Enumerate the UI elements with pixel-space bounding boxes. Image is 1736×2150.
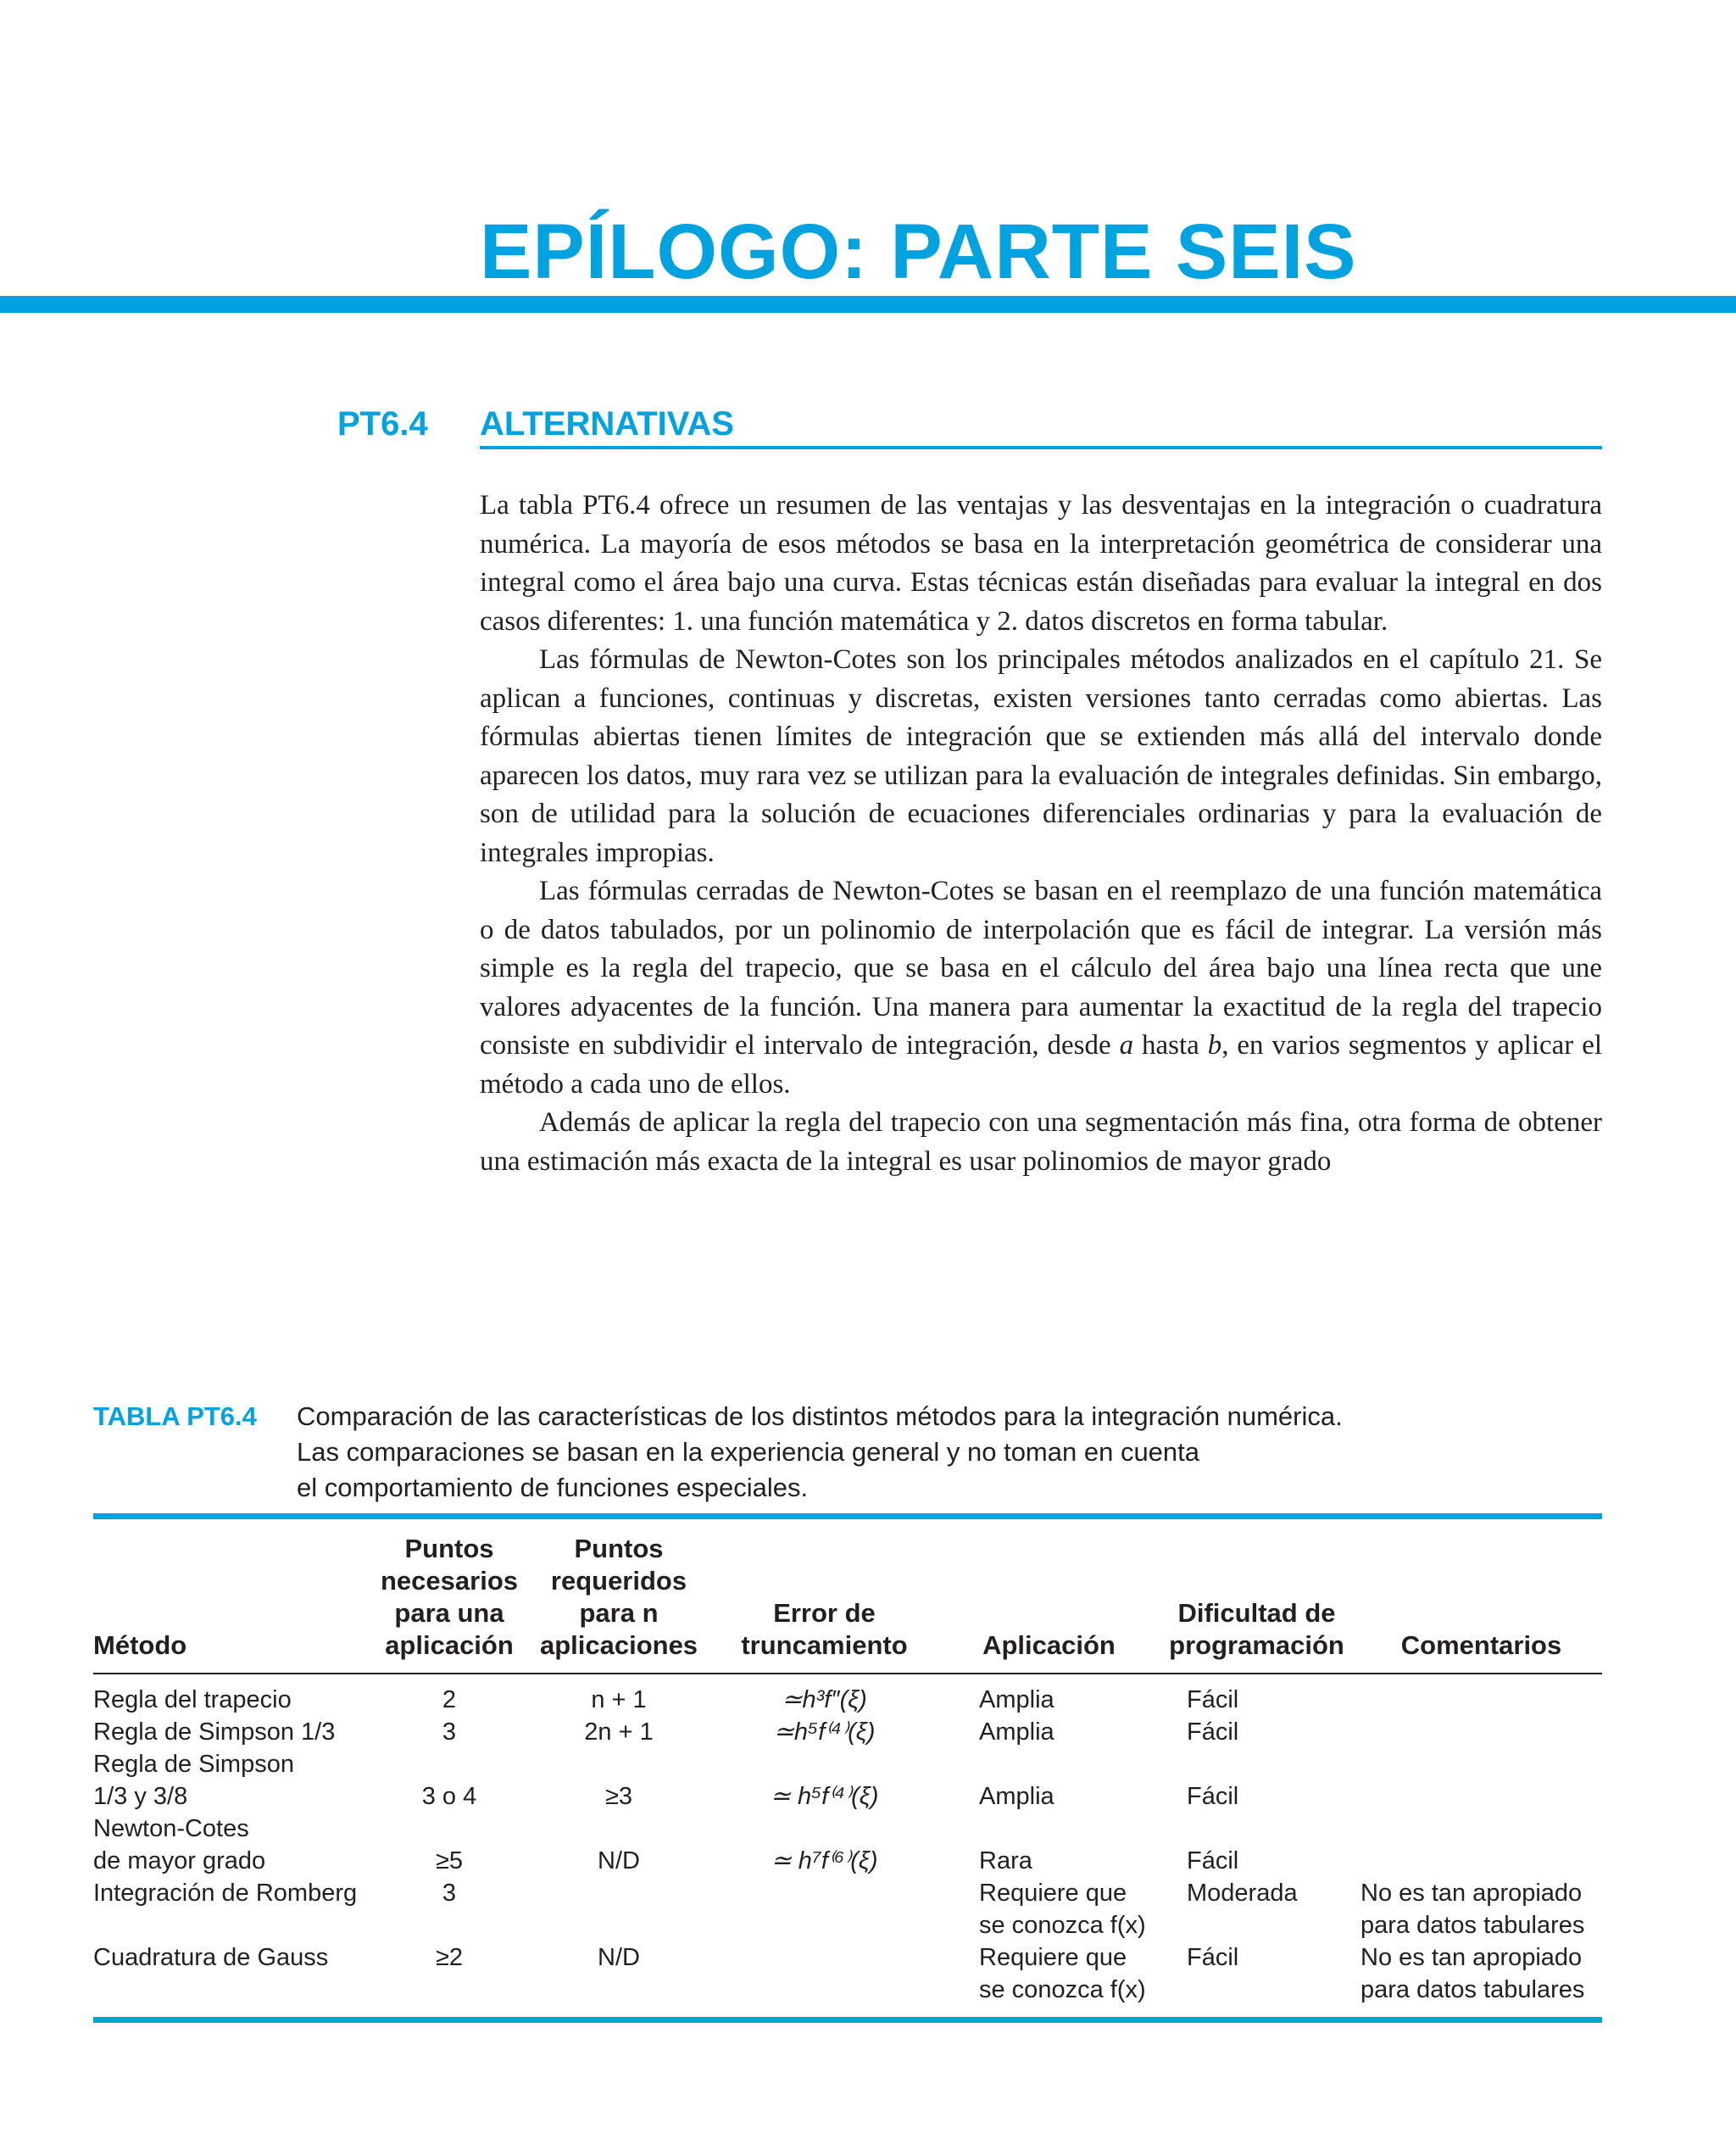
- cell-line: Amplia: [979, 1783, 1054, 1810]
- cell-value: Fácil: [1187, 1847, 1239, 1874]
- table-caption: [297, 1399, 1568, 1506]
- cell-line: para datos tabulares: [1360, 1912, 1585, 1939]
- cell-error: [704, 1716, 945, 1748]
- header-line: aplicación: [385, 1630, 514, 1660]
- cell-line: para datos tabulares: [1360, 1976, 1585, 2003]
- cell-value: N/D: [598, 1944, 640, 1971]
- cell-method: [93, 1813, 364, 1877]
- cell-application: [945, 1941, 1153, 2006]
- cell-points-one: [364, 1716, 534, 1748]
- table-row: [93, 1670, 1602, 1716]
- cell-comments: [1360, 1941, 1602, 2006]
- cell-application: [945, 1813, 1153, 1877]
- cell-difficulty: [1153, 1716, 1360, 1748]
- body-text: [480, 487, 1602, 1181]
- header-line: Método: [93, 1630, 187, 1660]
- cell-value: Fácil: [1187, 1944, 1239, 1971]
- cell-line: Regla de Simpson: [93, 1751, 294, 1778]
- table-bottom-rule: [93, 2017, 1602, 2023]
- paragraph: [480, 872, 1602, 1104]
- table-row: [93, 1813, 1602, 1877]
- cell-value: ≃ h⁵f⁽⁴⁾(ξ): [770, 1783, 879, 1810]
- cell-line: Cuadratura de Gauss: [93, 1944, 329, 1971]
- cell-value: ≥3: [604, 1783, 633, 1810]
- cell-value: ≃h⁵f⁽⁴⁾(ξ): [773, 1718, 876, 1746]
- cell-method: [93, 1670, 364, 1716]
- header-line: Puntos: [574, 1534, 664, 1563]
- cell-error: [704, 1941, 945, 2006]
- table-row: [93, 1877, 1602, 1941]
- cell-method: [93, 1716, 364, 1748]
- header-line: para n: [579, 1598, 659, 1628]
- header-line: necesarios: [381, 1566, 518, 1596]
- section-rule: [480, 446, 1602, 449]
- cell-comments: [1360, 1670, 1602, 1716]
- cell-application: [945, 1670, 1153, 1716]
- cell-error: [704, 1813, 945, 1877]
- section-number: PT6.4: [337, 405, 428, 443]
- cell-comments: [1360, 1877, 1602, 1941]
- cell-points-n: [534, 1748, 704, 1813]
- cell-line: se conozca f(x): [979, 1976, 1146, 2003]
- cell-application: [945, 1748, 1153, 1813]
- cell-points-one: [364, 1877, 534, 1941]
- table-header-row: [93, 1533, 1602, 1670]
- cell-line: 1/3 y 3/8: [93, 1783, 188, 1810]
- cell-application: [945, 1716, 1153, 1748]
- cell-points-one: [364, 1813, 534, 1877]
- paragraph-text: , en varios segmentos y aplicar el método a cada uno de ellos.: [480, 1030, 1603, 1100]
- cell-points-n: [534, 1670, 704, 1716]
- cell-value: 3: [442, 1880, 457, 1907]
- cell-line: Requiere que: [979, 1944, 1127, 1971]
- cell-error: [704, 1670, 945, 1716]
- header-points-n: [534, 1533, 704, 1670]
- cell-method: [93, 1941, 364, 2006]
- cell-comments: [1360, 1748, 1602, 1813]
- header-application: [945, 1533, 1153, 1670]
- cell-difficulty: [1153, 1941, 1360, 2006]
- cell-difficulty: [1153, 1748, 1360, 1813]
- comparison-table: [93, 1533, 1602, 2006]
- cell-line: de mayor grado: [93, 1847, 266, 1874]
- cell-line: Newton-Cotes: [93, 1815, 249, 1842]
- header-line: requeridos: [550, 1566, 687, 1596]
- cell-value: 3 o 4: [421, 1783, 477, 1810]
- header-line: truncamiento: [741, 1630, 908, 1660]
- cell-method: [93, 1748, 364, 1813]
- cell-difficulty: [1153, 1813, 1360, 1877]
- cell-value: Fácil: [1187, 1686, 1239, 1713]
- table-row: [93, 1941, 1602, 2006]
- cell-comments: [1360, 1716, 1602, 1748]
- cell-points-one: [364, 1670, 534, 1716]
- variable-b: b: [1207, 1030, 1222, 1061]
- cell-method: [93, 1877, 364, 1941]
- header-line: Aplicación: [982, 1630, 1116, 1660]
- paragraph: La tabla PT6.4 ofrece un resumen de las ventajas y las desventajas en la integración o cuadratura numérica. La mayoría de esos métodos se basa en la interpretación geométrica de considerar una integral como el área bajo una curva. Estas técnicas están diseñadas para evaluar la integral en dos casos diferentes: 1. una función matemática y 2. datos discretos en forma tabular.: [480, 490, 1602, 637]
- cell-line: Integración de Romberg: [93, 1880, 358, 1907]
- cell-line: No es tan apropiado: [1360, 1944, 1583, 1971]
- header-line: programación: [1169, 1630, 1344, 1660]
- cell-value: ≃ h⁷f⁽⁶⁾(ξ): [771, 1847, 878, 1874]
- paragraph-text: Las fórmulas cerradas de Newton-Cotes se basan en el reemplazo de una función matemática o de datos tabulados, por un polinomio de interpolación que es fácil de integrar. La versión más simple es la regla del trapecio, que se basa en el cálculo del área bajo una línea recta que une valores adyacentes de la función. Una manera para aumentar la exactitud de la regla del trapecio consiste en subdividir el intervalo de integración,: [480, 876, 1602, 1061]
- header-line: aplicaciones: [539, 1630, 698, 1660]
- header-error: [704, 1533, 945, 1670]
- header-points-one: [364, 1533, 534, 1670]
- header-line: Puntos: [404, 1534, 494, 1563]
- cell-points-n: [534, 1877, 704, 1941]
- title-rule: [0, 296, 1736, 313]
- cell-line: Amplia: [979, 1718, 1054, 1746]
- cell-value: 2: [442, 1686, 457, 1713]
- paragraph: Las fórmulas de Newton-Cotes son los principales métodos analizados en el capítulo 21. Se aplican a funciones, continuas y discretas, existen versiones tanto cerradas como abiertas. Las fórmulas abiertas tienen límites de integración que se extienden más allá del intervalo donde aparecen los datos, muy rara vez se utilizan para la evaluación de integrales definidas. Sin embargo, son de utilidad para la solución de ecuaciones diferenciales ordinarias y para la evaluación de integrales impropias.: [480, 644, 1602, 868]
- cell-error: [704, 1748, 945, 1813]
- header-line: Comentarios: [1400, 1630, 1562, 1660]
- cell-value: Moderada: [1187, 1880, 1298, 1907]
- table-body: [93, 1670, 1602, 2006]
- cell-value: ≥5: [435, 1847, 464, 1874]
- cell-value: 3: [442, 1718, 457, 1746]
- table-row: [93, 1748, 1602, 1813]
- section-title: ALTERNATIVAS: [480, 405, 734, 443]
- cell-line: se conozca f(x): [979, 1912, 1146, 1939]
- caption-line: Comparación de las características de los distintos métodos para la integración numérica.: [297, 1401, 1343, 1431]
- cell-points-n: [534, 1716, 704, 1748]
- table-top-rule: [93, 1513, 1602, 1519]
- cell-points-one: [364, 1748, 534, 1813]
- cell-application: [945, 1877, 1153, 1941]
- cell-difficulty: [1153, 1670, 1360, 1716]
- header-line: para una: [394, 1598, 504, 1628]
- table-label: TABLA PT6.4: [93, 1401, 257, 1431]
- header-method: [93, 1533, 364, 1670]
- chapter-title: EPÍLOGO: PARTE SEIS: [480, 209, 1357, 295]
- paragraph-text: desde: [1047, 1030, 1120, 1061]
- cell-value: ≥2: [435, 1944, 464, 1971]
- paragraph: Además de aplicar la regla del trapecio con una segmentación más fina, otra forma de obtener una estimación más exacta de la integral es usar polinomios de mayor grado: [480, 1107, 1602, 1177]
- cell-value: Fácil: [1187, 1783, 1239, 1810]
- header-line: Error de: [773, 1598, 876, 1628]
- cell-difficulty: [1153, 1877, 1360, 1941]
- cell-value: n + 1: [591, 1686, 647, 1713]
- cell-line: Rara: [979, 1847, 1032, 1874]
- cell-points-n: [534, 1941, 704, 2006]
- cell-value: N/D: [598, 1847, 640, 1874]
- cell-line: Regla del trapecio: [93, 1686, 292, 1713]
- cell-line: Amplia: [979, 1686, 1054, 1713]
- cell-line: No es tan apropiado: [1360, 1880, 1583, 1907]
- cell-line: Requiere que: [979, 1880, 1127, 1907]
- header-line: Dificultad de: [1177, 1598, 1336, 1628]
- cell-points-one: [364, 1941, 534, 2006]
- cell-error: [704, 1877, 945, 1941]
- cell-line: Regla de Simpson 1/3: [93, 1718, 336, 1746]
- cell-value: Fácil: [1187, 1718, 1239, 1746]
- caption-line: Las comparaciones se basan en la experiencia general y no toman en cuenta: [297, 1437, 1200, 1467]
- caption-line: el comportamiento de funciones especiales.: [297, 1473, 809, 1502]
- cell-value: 2n + 1: [584, 1718, 654, 1746]
- cell-comments: [1360, 1813, 1602, 1877]
- variable-a: a: [1119, 1030, 1134, 1061]
- header-comments: [1360, 1533, 1602, 1670]
- paragraph-text: hasta: [1133, 1030, 1208, 1061]
- cell-points-n: [534, 1813, 704, 1877]
- header-difficulty: [1153, 1533, 1360, 1670]
- table-row: [93, 1716, 1602, 1748]
- cell-value: ≃h³f″(ξ): [782, 1686, 867, 1713]
